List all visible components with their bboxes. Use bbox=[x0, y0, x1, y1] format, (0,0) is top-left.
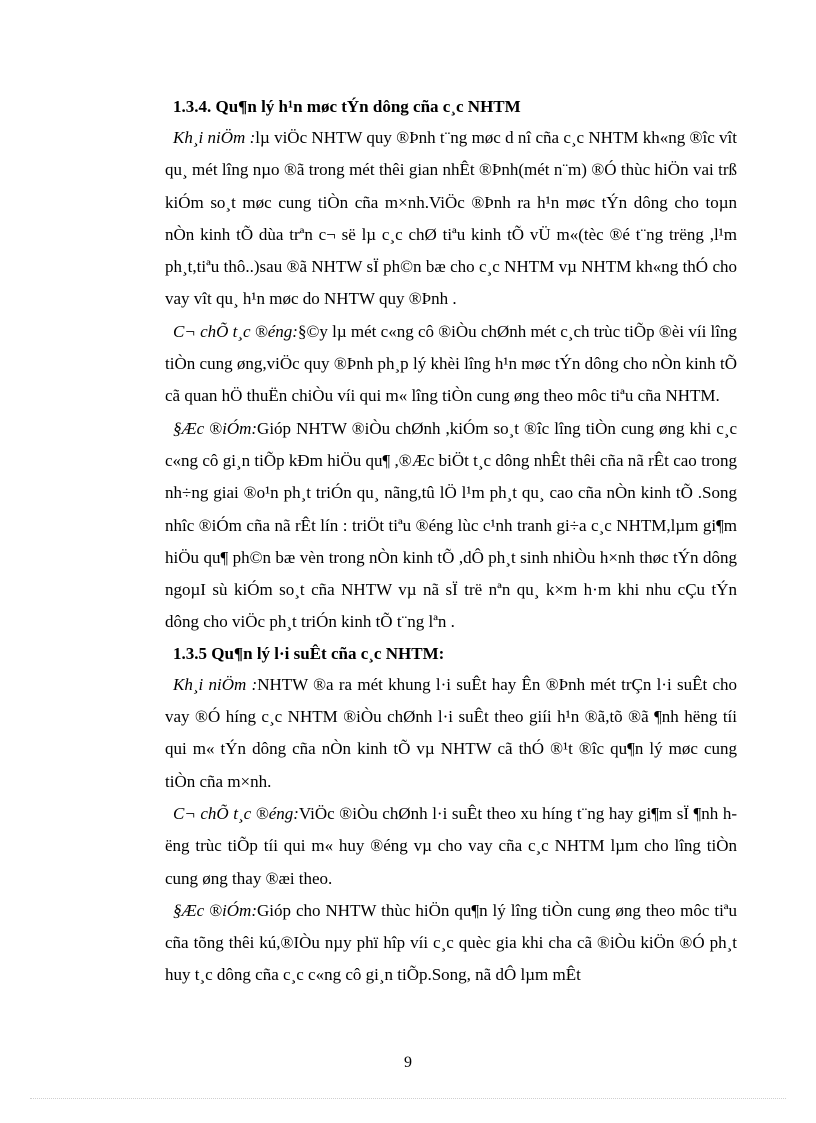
paragraph-definition-interest bbox=[165, 669, 737, 798]
page-number: 9 bbox=[404, 1054, 412, 1071]
term-label: C¬ chÕ t¸c ®éng: bbox=[173, 321, 298, 341]
section-heading-interest-rate: 1.3.5 Qu¶n lý l·i suÊt cña c¸c NHTM: bbox=[173, 643, 445, 663]
document-body bbox=[165, 92, 737, 992]
paragraph-definition-credit bbox=[165, 122, 737, 316]
paragraph-text: Gióp cho NHTW thùc hiÖn qu¶n lý lîng tiÒn cung øng theo môc tiªu cña tõng thêi kú,®IÒu nµy phï hîp víi c¸c quèc gia khi cha cã ®iÒu kiÖn ®Ó ph¸t huy t¸c dông cña c¸c c«ng cô gi¸n tiÕp.Song, nã dÔ lµm mÊt bbox=[165, 900, 737, 985]
paragraph-mechanism-interest bbox=[165, 798, 737, 895]
paragraph-mechanism-credit bbox=[165, 316, 737, 413]
section-heading-credit-limit: 1.3.4. Qu¶n lý h¹n møc tÝn dông cña c¸c NHTM bbox=[173, 97, 521, 116]
paragraph-text: ViÖc ®iÒu chØnh l·i suÊt theo xu híng t¨ng hay gi¶m sÏ ¶nh hëng trùc tiÕp tíi qui m« huy ®éng vµ cho vay cña c¸c NHTM lµm cho lîng tiÒn cung øng thay ®æi theo. bbox=[165, 803, 738, 888]
paragraph-features-interest bbox=[165, 895, 737, 992]
term-label: C¬ chÕ t¸c ®éng: bbox=[173, 803, 299, 823]
term-label: §Æc ®iÓm: bbox=[173, 418, 258, 438]
paragraph-text: Gióp NHTW ®iÒu chØnh ,kiÓm so¸t ®îc lîng tiÒn cung øng khi c¸c c«ng cô gi¸n tiÕp kÐm hiÖu qu¶ ,®Æc biÖt t¸c dông nhÊt thêi cña nã rÊt cao trong nh÷ng giai ®o¹n ph¸t triÓn qu¸ nãng,tû lÖ l¹m ph¸t qu¸ cao cña nÒn kinh tÕ .Song nhîc ®iÓm cña nã rÊt lín : triÖt tiªu ®éng lùc c¹nh tranh gi÷a c¸c NHTM,lµm gi¶m hiÖu qu¶ ph©n bæ vèn trong nÒn kinh tÕ ,dÔ ph¸t sinh nhiÒu h×nh thøc tÝn dông ngoµI sù kiÓm so¸t cña NHTW vµ nã sÏ trë nªn qu¸ k×m h·m khi nhu cÇu tÝn dông cho viÖc ph¸t triÓn kinh tÕ t¨ng lªn . bbox=[165, 418, 738, 632]
page-bottom-divider bbox=[30, 1098, 786, 1099]
paragraph-features-credit bbox=[165, 413, 737, 639]
paragraph-text: NHTW ®a ra mét khung l·i suÊt hay Ên ®Þnh mét trÇn l·i suÊt cho vay ®Ó híng c¸c NHTM ®iÒu chØnh l·i suÊt theo giíi h¹n ®ã,tõ ®ã ¶nh hëng tíi qui m« tÝn dông cña nÒn kinh tÕ vµ NHTW cã thÓ ®¹t ®îc qu¶n lý møc cung tiÒn cña m×nh. bbox=[165, 674, 737, 791]
paragraph-text: §©y lµ mét c«ng cô ®iÒu chØnh mét c¸ch trùc tiÕp ®èi víi lîng tiÒn cung øng,viÖc quy ®Þnh ph¸p lý khèi lîng h¹n møc tÝn dông cho nÒn kinh tÕ cã quan hÖ thuËn chiÒu víi qui m« lîng tiÒn cung øng theo môc tiªu cña NHTM. bbox=[165, 321, 737, 406]
term-label: Kh¸i niÖm : bbox=[173, 128, 256, 147]
term-label: §Æc ®iÓm: bbox=[173, 900, 257, 920]
paragraph-text: lµ viÖc NHTW quy ®Þnh t¨ng møc d nî cña c¸c NHTM kh«ng ®îc vît qu¸ mét lîng nµo ®ã trong mét thêi gian nhÊt ®Þnh(mét n¨m) ®Ó thùc hiÖn vai trß kiÓm so¸t møc cung tiÒn cña m×nh.ViÖc ®Þnh ra h¹n møc tÝn dông cho toµn nÒn kinh tÕ dùa trªn c¬ së lµ c¸c chØ tiªu kinh tÕ vÜ m«(tèc ®é t¨ng trëng ,l¹m ph¸t,tiªu thô..)sau ®ã NHTW sÏ ph©n bæ cho c¸c NHTM vµ NHTM kh«ng thÓ cho vay vît qu¸ h¹n møc do NHTW quy ®Þnh . bbox=[165, 128, 737, 309]
term-label: Kh¸i niÖm : bbox=[173, 674, 258, 694]
